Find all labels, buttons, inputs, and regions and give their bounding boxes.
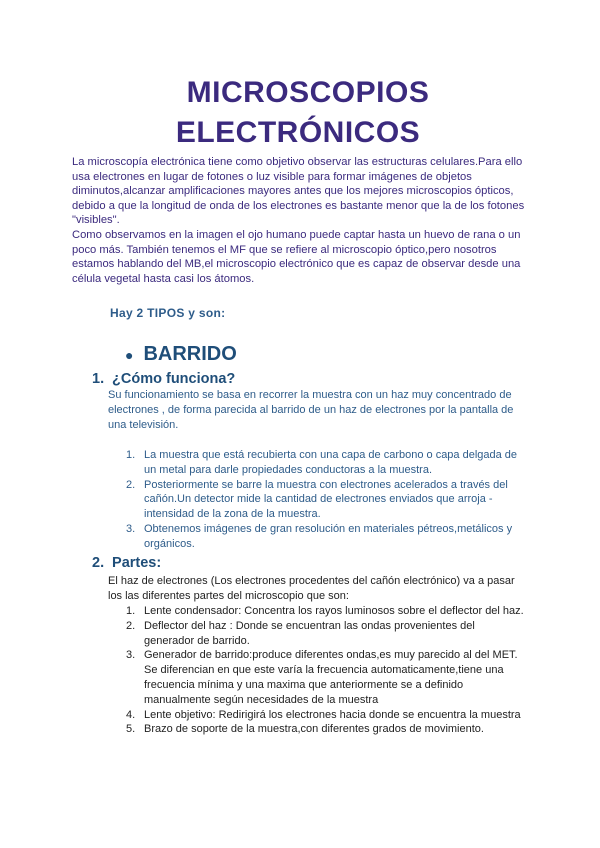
section-2-number: 2. — [92, 555, 105, 571]
list-item: 3. Generador de barrido:produce diferentes ondas,es muy parecido al del MET. Se diferencian en que este varía la frecuencia automaticamente,tiene una frecuencia mínima y una maxima que anteriormente se a definido manualmente según necesidades de la muestra — [126, 649, 518, 706]
intro-paragraph-2: Como observamos en la imagen el ojo humano puede captar hasta un huevo de rana o un poco más. También tenemos el MF que se refiere al microscopio óptico,pero nosotros estamos hablando del MB,el microscopio electrónico que es capaz de observar desde una célula vegetal hasta casi los átomos. — [72, 228, 521, 285]
section-1-list — [108, 448, 528, 552]
intro-text — [72, 155, 532, 286]
section-2-heading — [92, 554, 161, 572]
section-2-list — [108, 604, 528, 737]
list-item: 2. Posteriormente se barre la muestra con electrones acelerados a través del cañón.Un detector mide la cantidad de electrones enviados que arroja - intensidad de la zona de la muestra. — [126, 478, 508, 521]
intro-paragraph-1: La microscopía electrónica tiene como objetivo observar las estructuras celulares.Para ello usa electrones en lugar de fotones o luz visible para formar imágenes de objetos diminutos,alcanzar amplificaciones mayores antes que los mejores microscopios ópticos, debido a que la longitud de onda de los electrones es bastante menor que la de los fotones "visibles". — [72, 156, 525, 227]
section-1-title: ¿Cómo funciona? — [112, 371, 236, 387]
section-1-heading — [92, 370, 235, 388]
section-2-title: Partes: — [112, 555, 162, 571]
page-title-line1: MICROSCOPIOS — [186, 76, 430, 109]
list-item: 2. Deflector del haz : Donde se encuentran las ondas provenientes del generador de barrido. — [126, 619, 475, 647]
section-1-number: 1. — [92, 371, 105, 387]
list-item: 1. Lente condensador: Concentra los rayos luminosos sobre el deflector del haz. — [126, 605, 524, 617]
list-item: 3. Obtenemos imágenes de gran resolución en materiales pétreos,metálicos y orgánicos. — [126, 522, 513, 550]
list-item: 1. La muestra que está recubierta con una capa de carbono o capa delgada de un metal para darle propiedades conductoras a la muestra. — [126, 449, 518, 476]
section-2-description: El haz de electrones (Los electrones procedentes del cañón electrónico) va a pasar los las diferentes partes del microscopio que son: — [108, 575, 515, 602]
list-item: 5. Brazo de soporte de la muestra,con diferentes grados de movimiento. — [126, 723, 484, 736]
bullet-label: BARRIDO — [143, 343, 237, 365]
types-heading: Hay 2 TIPOS y son: — [110, 306, 226, 320]
list-item: 4. Lente objetivo: Redirigirá los electrones hacia donde se encuentra la muestra — [126, 708, 521, 721]
page-title-line2: ELECTRÓNICOS — [175, 116, 421, 149]
bullet-heading-barrido — [125, 340, 237, 369]
bullet-icon: ● — [125, 346, 134, 363]
section-1-description: Su funcionamiento se basa en recorrer la muestra con un haz muy concentrado de electrones , de forma parecida al barrido de un haz de electrones por la pantalla de una televisión. — [108, 389, 514, 431]
